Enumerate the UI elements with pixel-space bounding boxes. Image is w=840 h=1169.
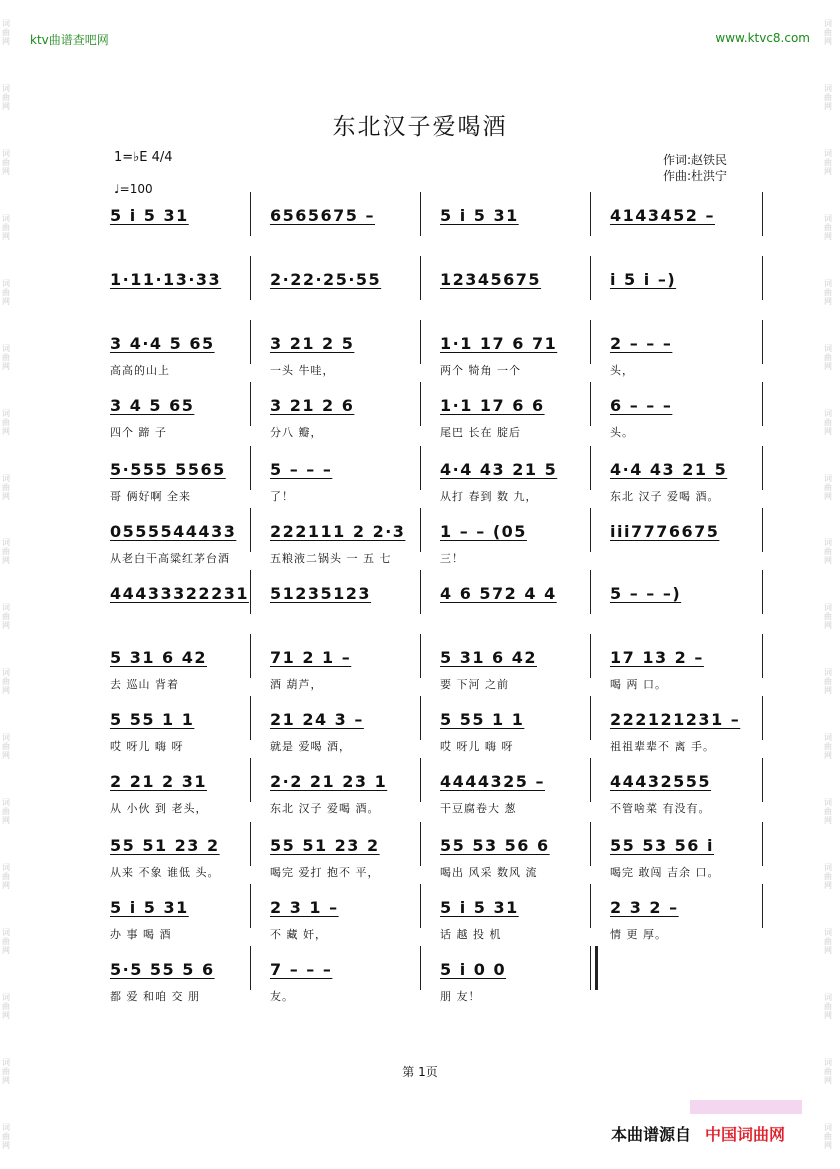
- note-text: i 5 i –): [610, 270, 677, 289]
- lyric-text: 哥 俩好啊 全来: [110, 490, 191, 503]
- measure: [436, 958, 576, 1003]
- score-row: [106, 896, 766, 941]
- page-number: 第 1页: [402, 1065, 438, 1079]
- bar-line: [590, 696, 591, 740]
- bar-line: [420, 570, 421, 614]
- bar-line: [590, 382, 591, 426]
- bar-line: [420, 192, 421, 236]
- note-text: 21 24 3 –: [270, 710, 364, 729]
- note-text: 12345675: [440, 270, 542, 289]
- bar-line: [762, 570, 763, 614]
- measure: [106, 458, 246, 503]
- lyric-text: 哎 呀儿 嗨 呀: [440, 740, 514, 753]
- bar-line: [250, 192, 251, 236]
- measure: [266, 896, 406, 941]
- measure: [106, 834, 246, 879]
- measure: [606, 332, 746, 377]
- score-row: [106, 708, 766, 753]
- bar-line: [250, 758, 251, 802]
- measure: [436, 582, 576, 608]
- lyric-text: 都 爱 和咱 交 朋: [110, 990, 200, 1003]
- measure: [266, 708, 406, 753]
- bar-line: [250, 570, 251, 614]
- bar-line: [590, 758, 591, 802]
- bar-line: [420, 758, 421, 802]
- measure: [266, 834, 406, 879]
- bar-line: [420, 508, 421, 552]
- edge-watermark-right: 词曲网 词曲网 词曲网 词曲网 词曲网 词曲网 词曲网 词曲网 词曲网 词曲网 词曲网 词曲网 词曲网 词曲网 词曲网 词曲网 词曲网 词曲网: [824, 18, 832, 1150]
- note-text: 4·4 43 21 5: [610, 460, 728, 479]
- note-text: 5 – – –: [270, 460, 333, 479]
- note-text: 222121231 –: [610, 710, 741, 729]
- measure: [436, 458, 576, 503]
- note-text: 17 13 2 –: [610, 648, 704, 667]
- lyric-text: 不管啥菜 有没有。: [610, 802, 711, 815]
- lyric-text: 喝完 爱打 抱不 平，: [270, 866, 380, 879]
- note-text: 4 6 572 4 4: [440, 584, 557, 603]
- composer: 作曲:杜洪宁: [663, 169, 728, 183]
- note-text: 4444325 –: [440, 772, 545, 791]
- lyric-text: 两个 犄角 一个: [440, 364, 521, 377]
- note-text: 5 i 5 31: [110, 898, 189, 917]
- bar-line: [590, 446, 591, 490]
- measure: [436, 708, 576, 753]
- measure: [266, 646, 406, 691]
- bar-line: [250, 634, 251, 678]
- note-text: 2 3 2 –: [610, 898, 679, 917]
- measure: [606, 458, 746, 503]
- bar-line: [590, 570, 591, 614]
- measure: [436, 770, 576, 815]
- lyric-text: 了！: [270, 490, 294, 503]
- score-row: [106, 520, 766, 565]
- note-text: 5 i 5 31: [110, 206, 189, 225]
- note-text: 5 31 6 42: [440, 648, 538, 667]
- note-text: 44433322231: [110, 584, 249, 603]
- measure: [266, 770, 406, 815]
- bar-line: [590, 256, 591, 300]
- bar-line: [420, 256, 421, 300]
- credits: [663, 152, 727, 184]
- bar-line: [762, 382, 763, 426]
- bar-line: [590, 884, 591, 928]
- score-row: [106, 834, 766, 879]
- score-row: [106, 646, 766, 691]
- measure: [106, 520, 246, 565]
- measure: [266, 520, 406, 565]
- note-text: 3 21 2 6: [270, 396, 355, 415]
- measure: [606, 268, 746, 294]
- lyric-text: 四个 蹄 子: [110, 426, 167, 439]
- lyric-text: 喝出 风采 数风 流: [440, 866, 538, 879]
- bar-line: [420, 822, 421, 866]
- note-text: 5 31 6 42: [110, 648, 208, 667]
- lyric-text: 东北 汉子 爱喝 酒。: [610, 490, 720, 503]
- measure: [266, 582, 406, 608]
- lyric-text: 从老白干高粱红茅台酒: [110, 552, 230, 565]
- bar-line: [250, 696, 251, 740]
- bar-line: [420, 446, 421, 490]
- bar-line: [762, 320, 763, 364]
- measure: [266, 958, 406, 1003]
- note-text: 5·555 5565: [110, 460, 226, 479]
- measure: [436, 394, 576, 439]
- bar-line: [762, 758, 763, 802]
- bar-line: [762, 192, 763, 236]
- measure: [606, 582, 746, 608]
- bar-line: [762, 446, 763, 490]
- measure: [606, 394, 746, 439]
- lyric-text: 办 事 喝 酒: [110, 928, 172, 941]
- score-row: [106, 958, 766, 1003]
- measure: [606, 708, 746, 753]
- score-row: [106, 770, 766, 815]
- measure: [106, 958, 246, 1003]
- note-text: 2 – – –: [610, 334, 673, 353]
- measure: [106, 394, 246, 439]
- final-double-bar: [590, 946, 598, 990]
- bar-line: [250, 822, 251, 866]
- lyric-text: 酒 葫芦，: [270, 678, 323, 691]
- note-text: 5 55 1 1: [110, 710, 195, 729]
- measure: [606, 204, 746, 230]
- measure: [436, 646, 576, 691]
- note-text: 51235123: [270, 584, 372, 603]
- lyric-text: 从来 不象 谁低 头。: [110, 866, 220, 879]
- measure: [106, 896, 246, 941]
- lyric-text: 一头 牛哇，: [270, 364, 335, 377]
- site-stamp: [690, 1100, 802, 1114]
- lyric-text: 哎 呀儿 嗨 呀: [110, 740, 184, 753]
- key-signature: 1=♭E 4/4: [114, 150, 173, 165]
- note-text: 6 – – –: [610, 396, 673, 415]
- lyric-text: 就是 爱喝 酒，: [270, 740, 351, 753]
- score-row: [106, 204, 766, 230]
- measure: [266, 268, 406, 294]
- bar-line: [420, 634, 421, 678]
- bar-line: [420, 382, 421, 426]
- bar-line: [420, 946, 421, 990]
- lyricist: 作词:赵铁民: [663, 153, 728, 167]
- note-text: 222111 2 2·3: [270, 522, 406, 541]
- score-row: [106, 268, 766, 294]
- note-text: 2·22·25·55: [270, 270, 382, 289]
- note-text: 1 – – (05: [440, 522, 527, 541]
- measure: [436, 332, 576, 377]
- measure: [106, 770, 246, 815]
- note-text: 2·2 21 23 1: [270, 772, 388, 791]
- site-url-right[interactable]: www.ktvc8.com: [715, 31, 810, 45]
- lyric-text: 从打 春到 数 九，: [440, 490, 538, 503]
- measure: [266, 394, 406, 439]
- lyric-text: 祖祖辈辈不 离 手。: [610, 740, 715, 753]
- bar-line: [250, 884, 251, 928]
- note-text: 3 21 2 5: [270, 334, 355, 353]
- note-text: 55 53 56 6: [440, 836, 550, 855]
- measure: [436, 896, 576, 941]
- lyric-text: 头。: [610, 426, 634, 439]
- tempo-marking: ♩=100: [114, 182, 153, 196]
- note-text: 3 4·4 5 65: [110, 334, 215, 353]
- measure: [436, 204, 576, 230]
- measure: [606, 520, 746, 546]
- note-text: 55 51 23 2: [270, 836, 380, 855]
- site-name-left[interactable]: ktv曲谱查吧网: [30, 33, 109, 47]
- note-text: 1·1 17 6 6: [440, 396, 545, 415]
- bar-line: [762, 256, 763, 300]
- measure: [106, 646, 246, 691]
- bar-line: [250, 946, 251, 990]
- bar-line: [590, 320, 591, 364]
- bar-line: [250, 320, 251, 364]
- note-text: 5 i 5 31: [440, 206, 519, 225]
- source-label: 本曲谱源自: [611, 1125, 692, 1144]
- bar-line: [250, 382, 251, 426]
- note-text: 1·1 17 6 71: [440, 334, 558, 353]
- measure: [606, 896, 746, 941]
- measure: [436, 520, 576, 565]
- measure: [436, 834, 576, 879]
- lyric-text: 要 下河 之前: [440, 678, 509, 691]
- bar-line: [762, 508, 763, 552]
- note-text: 55 51 23 2: [110, 836, 220, 855]
- bar-line: [590, 192, 591, 236]
- note-text: 1·11·13·33: [110, 270, 222, 289]
- measure: [106, 332, 246, 377]
- bar-line: [762, 822, 763, 866]
- bar-line: [420, 320, 421, 364]
- note-text: 55 53 56 i: [610, 836, 714, 855]
- lyric-text: 喝 两 口。: [610, 678, 667, 691]
- bar-line: [590, 508, 591, 552]
- lyric-text: 分八 瓣，: [270, 426, 323, 439]
- note-text: 5·5 55 5 6: [110, 960, 215, 979]
- lyric-text: 情 更 厚。: [610, 928, 667, 941]
- bar-line: [250, 508, 251, 552]
- note-text: 2 21 2 31: [110, 772, 208, 791]
- lyric-text: 朋 友！: [440, 990, 481, 1003]
- note-text: 5 – – –): [610, 584, 682, 603]
- measure: [266, 458, 406, 503]
- score-row: [106, 394, 766, 439]
- measure: [266, 332, 406, 377]
- bar-line: [250, 446, 251, 490]
- lyric-text: 友。: [270, 990, 294, 1003]
- measure: [106, 268, 246, 294]
- measure: [606, 770, 746, 815]
- lyric-text: 头，: [610, 364, 634, 377]
- measure: [106, 708, 246, 753]
- lyric-text: 三！: [440, 552, 464, 565]
- source-credit: [611, 1122, 785, 1145]
- note-text: 7 – – –: [270, 960, 333, 979]
- bar-line: [590, 822, 591, 866]
- lyric-text: 尾巴 长在 腚后: [440, 426, 521, 439]
- lyric-text: 不 藏 奸，: [270, 928, 327, 941]
- note-text: iii7776675: [610, 522, 720, 541]
- lyric-text: 话 越 投 机: [440, 928, 502, 941]
- lyric-text: 从 小伙 到 老头，: [110, 802, 208, 815]
- lyric-text: 去 巡山 背着: [110, 678, 179, 691]
- source-site[interactable]: 中国词曲网: [705, 1125, 786, 1144]
- score-row: [106, 332, 766, 377]
- lyric-text: 喝完 敢闯 吉余 口。: [610, 866, 720, 879]
- note-text: 3 4 5 65: [110, 396, 195, 415]
- note-text: 0555544433: [110, 522, 237, 541]
- measure: [606, 646, 746, 691]
- measure: [106, 582, 249, 608]
- note-text: 4143452 –: [610, 206, 715, 225]
- measure: [266, 204, 406, 230]
- edge-watermark-left: 词曲网 词曲网 词曲网 词曲网 词曲网 词曲网 词曲网 词曲网 词曲网 词曲网 词曲网 词曲网 词曲网 词曲网 词曲网 词曲网 词曲网 词曲网: [2, 18, 10, 1150]
- score-row: [106, 582, 766, 608]
- note-text: 2 3 1 –: [270, 898, 339, 917]
- lyric-text: 五粮液二锅头 一 五 七: [270, 552, 392, 565]
- measure: [106, 204, 246, 230]
- score-row: [106, 458, 766, 503]
- lyric-text: 东北 汉子 爱喝 酒。: [270, 802, 380, 815]
- bar-line: [590, 634, 591, 678]
- bar-line: [762, 634, 763, 678]
- bar-line: [420, 884, 421, 928]
- lyric-text: 干豆腐卷大 葱: [440, 802, 517, 815]
- note-text: 5 i 0 0: [440, 960, 507, 979]
- song-title: 东北汉子爱喝酒: [332, 114, 508, 140]
- bar-line: [420, 696, 421, 740]
- bar-line: [762, 884, 763, 928]
- note-text: 5 i 5 31: [440, 898, 519, 917]
- note-text: 44432555: [610, 772, 712, 791]
- bar-line: [250, 256, 251, 300]
- note-text: 5 55 1 1: [440, 710, 525, 729]
- measure: [606, 834, 746, 879]
- measure: [606, 958, 746, 984]
- lyric-text: 高高的山上: [110, 364, 170, 377]
- note-text: 6565675 –: [270, 206, 375, 225]
- measure: [436, 268, 576, 294]
- bar-line: [762, 696, 763, 740]
- note-text: 71 2 1 –: [270, 648, 352, 667]
- note-text: 4·4 43 21 5: [440, 460, 558, 479]
